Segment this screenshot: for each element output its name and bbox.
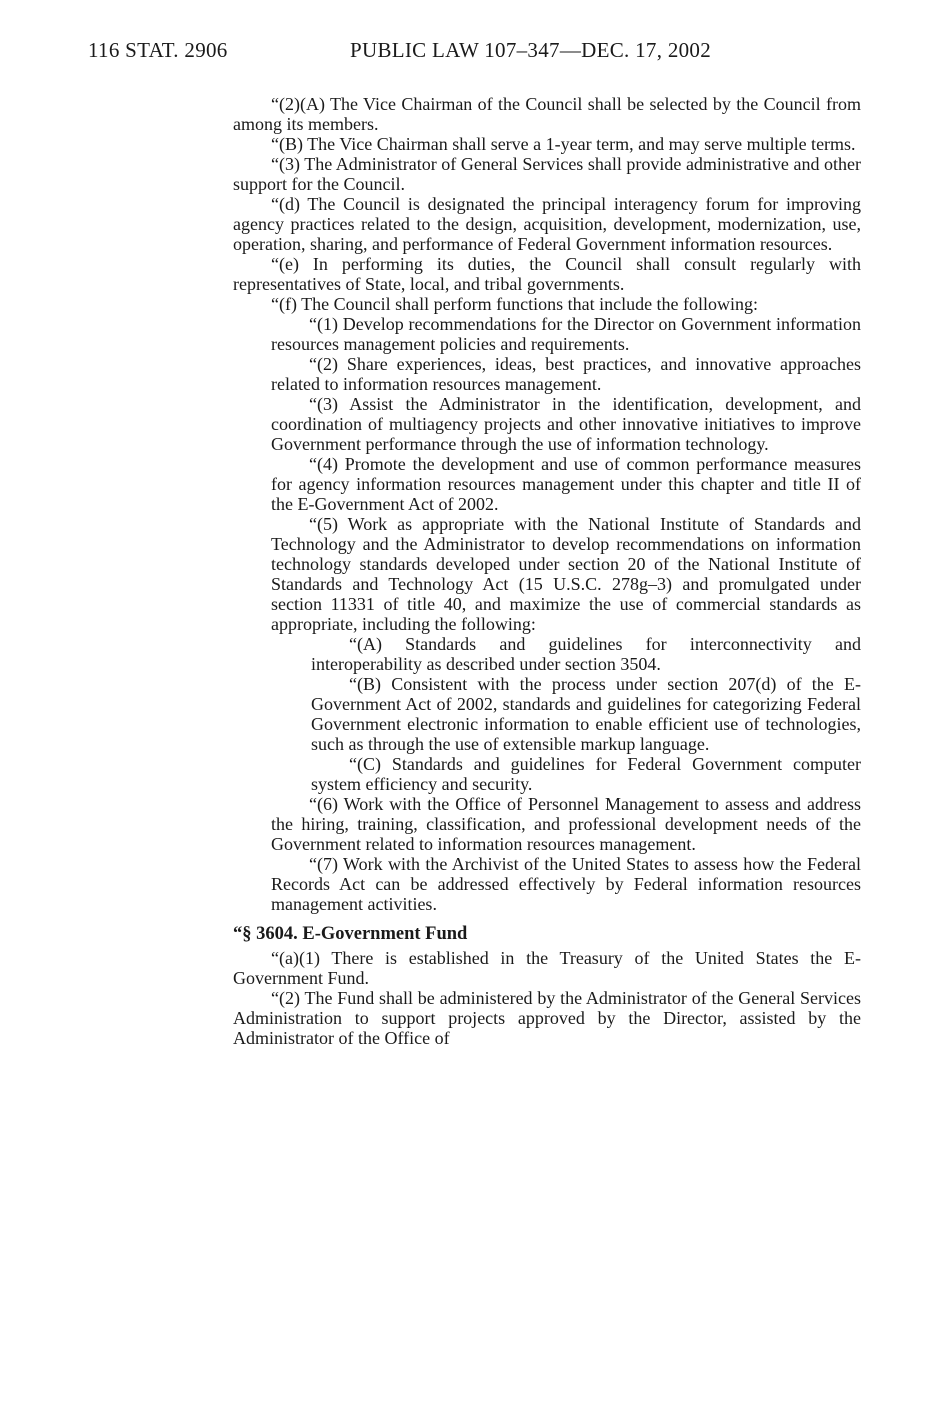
paragraph-e: “(e) In performing its duties, the Council shall consult regularly with representatives of State, local, and tribal governments. [233, 254, 861, 294]
document-body [233, 94, 861, 1048]
public-law-citation: PUBLIC LAW 107–347—DEC. 17, 2002 [350, 38, 712, 62]
paragraph-f3: “(3) Assist the Administrator in the identification, development, and coordination of multiagency projects and other innovative initiatives to improve Government performance through the use of information technology. [271, 394, 861, 454]
paragraph-f5: “(5) Work as appropriate with the National Institute of Standards and Technology and the Administrator to develop recommendations on information technology standards developed under section 20 of the National Institute of Standards and Technology Act (15 U.S.C. 278g–3) and promulgated under section 11331 of title 40, and maximize the use of commercial standards as appropriate, including the following: [271, 514, 861, 634]
paragraph-f2: “(2) Share experiences, ideas, best practices, and innovative approaches related to information resources management. [271, 354, 861, 394]
paragraph-d: “(d) The Council is designated the principal interagency forum for improving agency practices related to the design, acquisition, development, modernization, use, operation, sharing, and performance of Federal Government information resources. [233, 194, 861, 254]
paragraph-f5a: “(A) Standards and guidelines for interconnectivity and interoperability as described under section 3504. [311, 634, 861, 674]
paragraph-f5b: “(B) Consistent with the process under section 207(d) of the E-Government Act of 2002, standards and guidelines for categorizing Federal Government electronic information to enable efficient use of technologies, such as through the use of extensible markup language. [311, 674, 861, 754]
paragraph-b2a: “(2)(A) The Vice Chairman of the Council shall be selected by the Council from among its members. [233, 94, 861, 134]
paragraph-f5c: “(C) Standards and guidelines for Federal Government computer system efficiency and security. [311, 754, 861, 794]
paragraph-f7: “(7) Work with the Archivist of the United States to assess how the Federal Records Act can be addressed effectively by Federal information resources management activities. [271, 854, 861, 914]
paragraph-f6: “(6) Work with the Office of Personnel Management to assess and address the hiring, training, classification, and professional development needs of the Government related to information resources management. [271, 794, 861, 854]
paragraph-f1: “(1) Develop recommendations for the Director on Government information resources management policies and requirements. [271, 314, 861, 354]
paragraph-3604-a1: “(a)(1) There is established in the Treasury of the United States the E-Government Fund. [233, 948, 861, 988]
section-heading: “§ 3604. E-Government Fund [233, 924, 468, 944]
paragraph-b2b: “(B) The Vice Chairman shall serve a 1-year term, and may serve multiple terms. [271, 134, 856, 154]
paragraph-b3: “(3) The Administrator of General Services shall provide administrative and other support for the Council. [233, 154, 861, 194]
page-header [88, 38, 858, 68]
paragraph-3604-a2: “(2) The Fund shall be administered by the Administrator of the General Services Administration to support projects approved by the Director, assisted by the Administrator of the Office of [233, 988, 861, 1048]
statute-page-number: 116 STAT. 2906 [88, 38, 228, 62]
paragraph-f: “(f) The Council shall perform functions that include the following: [271, 294, 759, 314]
paragraph-f4: “(4) Promote the development and use of common performance measures for agency information resources management under this chapter and title II of the E-Government Act of 2002. [271, 454, 861, 514]
